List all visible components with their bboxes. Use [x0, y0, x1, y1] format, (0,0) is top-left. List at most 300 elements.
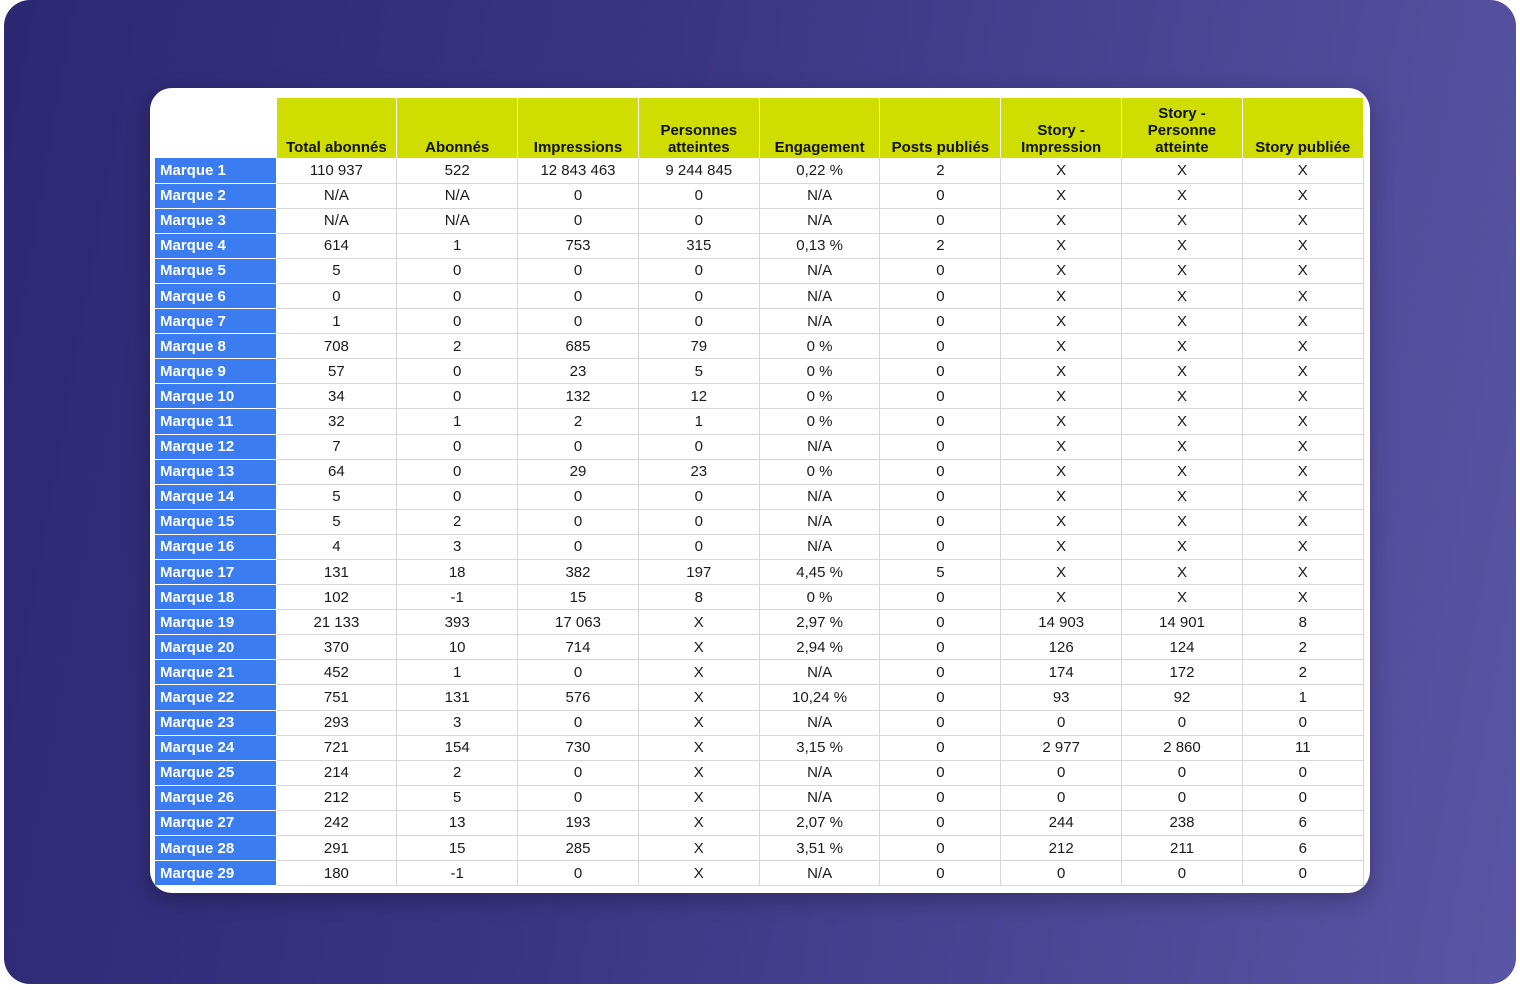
table-cell: N/A [759, 509, 880, 534]
table-row [155, 484, 1363, 509]
table-cell: 172 [1122, 660, 1243, 685]
table-card [150, 88, 1370, 893]
table-cell: 0 % [759, 459, 880, 484]
table-cell: 0 [880, 735, 1001, 760]
row-label: Marque 27 [155, 810, 276, 835]
table-cell: 0 [880, 836, 1001, 861]
table-cell: 6 [1242, 836, 1363, 861]
table-row [155, 735, 1363, 760]
table-cell: 0 [518, 660, 639, 685]
table-cell: 0 [518, 208, 639, 233]
header-corner [155, 98, 276, 158]
table-row [155, 610, 1363, 635]
table-cell: N/A [276, 208, 397, 233]
table-cell: X [1001, 384, 1122, 409]
table-cell: 0 [638, 309, 759, 334]
table-cell: 126 [1001, 635, 1122, 660]
table-cell: 0 [880, 610, 1001, 635]
table-cell: 10 [397, 635, 518, 660]
table-cell: X [1242, 183, 1363, 208]
table-cell: 0 [880, 334, 1001, 359]
table-cell: 0 [1001, 710, 1122, 735]
table-row [155, 183, 1363, 208]
table-cell: X [1122, 158, 1243, 183]
table-cell: 0 [638, 208, 759, 233]
table-cell: 0 [638, 534, 759, 559]
table-cell: X [1122, 509, 1243, 534]
row-label: Marque 2 [155, 183, 276, 208]
table-cell: 0 [880, 810, 1001, 835]
table-cell: 32 [276, 409, 397, 434]
table-cell: X [1001, 484, 1122, 509]
row-label: Marque 28 [155, 836, 276, 861]
table-cell: 0 [880, 685, 1001, 710]
row-label: Marque 17 [155, 560, 276, 585]
table-cell: X [1001, 585, 1122, 610]
table-cell: 154 [397, 735, 518, 760]
header-impressions: Impressions [518, 98, 639, 158]
table-cell: N/A [759, 861, 880, 886]
table-cell: 242 [276, 810, 397, 835]
table-cell: X [1122, 484, 1243, 509]
table-cell: 29 [518, 459, 639, 484]
table-cell: 0 [397, 384, 518, 409]
table-cell: 0 [880, 484, 1001, 509]
table-cell: X [1242, 409, 1363, 434]
table-cell: 315 [638, 233, 759, 258]
table-row [155, 810, 1363, 835]
row-label: Marque 23 [155, 710, 276, 735]
header-story-personne-atteinte: Story - Personne atteinte [1122, 98, 1243, 158]
table-cell: 0 [397, 283, 518, 308]
table-cell: 21 133 [276, 610, 397, 635]
table-row [155, 660, 1363, 685]
table-cell: 0 [518, 309, 639, 334]
table-cell: 4,45 % [759, 560, 880, 585]
table-cell: 212 [276, 785, 397, 810]
header-personnes-atteintes: Personnes atteintes [638, 98, 759, 158]
table-cell: 0 [638, 183, 759, 208]
table-cell: 34 [276, 384, 397, 409]
table-cell: X [1122, 258, 1243, 283]
table-cell: 3 [397, 534, 518, 559]
table-row [155, 359, 1363, 384]
row-label: Marque 29 [155, 861, 276, 886]
table-cell: N/A [759, 183, 880, 208]
row-label: Marque 11 [155, 409, 276, 434]
table-cell: X [1122, 409, 1243, 434]
table-cell: 0 [518, 785, 639, 810]
table-row [155, 785, 1363, 810]
table-cell: X [638, 610, 759, 635]
row-label: Marque 25 [155, 760, 276, 785]
table-cell: N/A [397, 208, 518, 233]
row-label: Marque 9 [155, 359, 276, 384]
table-cell: 0 [880, 660, 1001, 685]
table-cell: X [1001, 534, 1122, 559]
table-cell: 197 [638, 560, 759, 585]
table-row [155, 509, 1363, 534]
table-cell: 5 [880, 560, 1001, 585]
table-cell: 3 [397, 710, 518, 735]
table-cell: 3,51 % [759, 836, 880, 861]
table-cell: 0 [1242, 861, 1363, 886]
data-table [155, 98, 1364, 886]
row-label: Marque 12 [155, 434, 276, 459]
table-cell: X [1122, 183, 1243, 208]
table-cell: 14 903 [1001, 610, 1122, 635]
table-cell: 0 [1001, 760, 1122, 785]
table-cell: X [1001, 459, 1122, 484]
table-cell: 0 [518, 861, 639, 886]
table-row [155, 334, 1363, 359]
table-cell: 93 [1001, 685, 1122, 710]
table-row [155, 685, 1363, 710]
table-cell: 0 [1242, 710, 1363, 735]
table-cell: 2 [397, 760, 518, 785]
table-cell: 0 [880, 309, 1001, 334]
table-cell: 0 [880, 785, 1001, 810]
table-cell: 7 [276, 434, 397, 459]
header-abonnes: Abonnés [397, 98, 518, 158]
table-cell: X [638, 760, 759, 785]
table-cell: 0 [638, 509, 759, 534]
table-row [155, 861, 1363, 886]
table-cell: 0 % [759, 409, 880, 434]
table-cell: 0 [638, 258, 759, 283]
row-label: Marque 21 [155, 660, 276, 685]
row-label: Marque 10 [155, 384, 276, 409]
table-cell: 0 [518, 710, 639, 735]
table-cell: 0 [880, 183, 1001, 208]
table-cell: X [638, 861, 759, 886]
table-cell: 0 [880, 434, 1001, 459]
table-cell: X [1001, 283, 1122, 308]
table-cell: X [1122, 359, 1243, 384]
table-cell: 293 [276, 710, 397, 735]
table-cell: 0 [880, 585, 1001, 610]
table-cell: 2 860 [1122, 735, 1243, 760]
table-cell: 0 [518, 509, 639, 534]
table-cell: X [1242, 334, 1363, 359]
table-cell: 1 [397, 233, 518, 258]
table-cell: 576 [518, 685, 639, 710]
header-story-publiee: Story publiée [1242, 98, 1363, 158]
table-cell: X [1001, 434, 1122, 459]
row-label: Marque 7 [155, 309, 276, 334]
table-cell: 132 [518, 384, 639, 409]
table-cell: 0 [880, 459, 1001, 484]
table-cell: 2 [397, 509, 518, 534]
table-cell: 0 [880, 861, 1001, 886]
table-cell: 614 [276, 233, 397, 258]
table-cell: 1 [1242, 685, 1363, 710]
table-cell: -1 [397, 585, 518, 610]
table-cell: 1 [276, 309, 397, 334]
table-cell: X [1122, 334, 1243, 359]
table-cell: 102 [276, 585, 397, 610]
table-cell: 452 [276, 660, 397, 685]
table-cell: 0 [880, 635, 1001, 660]
table-row [155, 158, 1363, 183]
table-cell: 0 [880, 509, 1001, 534]
row-label: Marque 1 [155, 158, 276, 183]
table-cell: X [638, 685, 759, 710]
table-cell: 0 % [759, 359, 880, 384]
table-cell: X [1001, 158, 1122, 183]
table-cell: 214 [276, 760, 397, 785]
table-cell: 15 [397, 836, 518, 861]
table-cell: 0 [518, 258, 639, 283]
row-label: Marque 20 [155, 635, 276, 660]
table-cell: 382 [518, 560, 639, 585]
table-cell: 2 [1242, 660, 1363, 685]
table-cell: X [1122, 585, 1243, 610]
table-cell: X [1242, 158, 1363, 183]
table-cell: 0 % [759, 384, 880, 409]
table-cell: 1 [397, 660, 518, 685]
table-cell: 0 [518, 760, 639, 785]
table-cell: X [1122, 560, 1243, 585]
table-cell: 0 [880, 760, 1001, 785]
table-cell: X [638, 735, 759, 760]
table-cell: 751 [276, 685, 397, 710]
table-cell: X [638, 710, 759, 735]
table-row [155, 585, 1363, 610]
table-row [155, 309, 1363, 334]
table-cell: N/A [759, 208, 880, 233]
table-cell: 0 [397, 459, 518, 484]
table-cell: 15 [518, 585, 639, 610]
table-cell: 2 [518, 409, 639, 434]
table-cell: X [1242, 359, 1363, 384]
table-cell: X [1122, 384, 1243, 409]
table-cell: 0 [1122, 760, 1243, 785]
table-cell: 0 [397, 258, 518, 283]
table-cell: 2,07 % [759, 810, 880, 835]
row-label: Marque 18 [155, 585, 276, 610]
table-row [155, 635, 1363, 660]
table-cell: X [1242, 384, 1363, 409]
table-cell: N/A [759, 534, 880, 559]
table-cell: N/A [397, 183, 518, 208]
table-cell: 5 [397, 785, 518, 810]
row-label: Marque 22 [155, 685, 276, 710]
table-cell: 0 [518, 534, 639, 559]
table-cell: N/A [759, 660, 880, 685]
table-cell: 0 [1122, 861, 1243, 886]
table-cell: 0 [276, 283, 397, 308]
table-cell: 18 [397, 560, 518, 585]
row-label: Marque 16 [155, 534, 276, 559]
table-cell: 12 [638, 384, 759, 409]
row-label: Marque 13 [155, 459, 276, 484]
row-label: Marque 19 [155, 610, 276, 635]
table-cell: 0 [518, 434, 639, 459]
table-cell: 730 [518, 735, 639, 760]
table-cell: X [1242, 208, 1363, 233]
table-cell: N/A [276, 183, 397, 208]
table-cell: 12 843 463 [518, 158, 639, 183]
table-cell: -1 [397, 861, 518, 886]
table-cell: 0 [397, 359, 518, 384]
table-cell: 0 [880, 409, 1001, 434]
table-cell: X [1001, 359, 1122, 384]
table-cell: X [1242, 534, 1363, 559]
table-cell: 174 [1001, 660, 1122, 685]
table-cell: 110 937 [276, 158, 397, 183]
table-cell: 0 [518, 484, 639, 509]
table-row [155, 836, 1363, 861]
table-cell: N/A [759, 710, 880, 735]
table-row [155, 434, 1363, 459]
table-cell: 10,24 % [759, 685, 880, 710]
table-cell: 0 [880, 359, 1001, 384]
table-cell: 0 [638, 484, 759, 509]
table-cell: X [1242, 459, 1363, 484]
table-row [155, 760, 1363, 785]
table-cell: X [1122, 434, 1243, 459]
table-cell: 721 [276, 735, 397, 760]
header-posts-publies: Posts publiés [880, 98, 1001, 158]
table-cell: 64 [276, 459, 397, 484]
table-cell: X [1001, 334, 1122, 359]
table-cell: 0 [1242, 785, 1363, 810]
table-cell: 2 [880, 233, 1001, 258]
table-cell: X [1122, 534, 1243, 559]
table-cell: 0 [397, 484, 518, 509]
table-cell: X [1122, 233, 1243, 258]
header-total-abonnes: Total abonnés [276, 98, 397, 158]
table-cell: 180 [276, 861, 397, 886]
table-row [155, 233, 1363, 258]
table-cell: 708 [276, 334, 397, 359]
table-cell: 370 [276, 635, 397, 660]
table-cell: N/A [759, 760, 880, 785]
row-label: Marque 8 [155, 334, 276, 359]
header-engagement: Engagement [759, 98, 880, 158]
table-row [155, 710, 1363, 735]
table-cell: 238 [1122, 810, 1243, 835]
table-cell: 5 [638, 359, 759, 384]
table-cell: 0 [638, 434, 759, 459]
table-cell: 124 [1122, 635, 1243, 660]
table-cell: 0,22 % [759, 158, 880, 183]
table-cell: X [638, 635, 759, 660]
row-label: Marque 6 [155, 283, 276, 308]
table-cell: X [1122, 208, 1243, 233]
table-cell: N/A [759, 309, 880, 334]
table-cell: 0 [1122, 710, 1243, 735]
table-cell: 9 244 845 [638, 158, 759, 183]
table-cell: N/A [759, 785, 880, 810]
table-cell: 5 [276, 258, 397, 283]
table-cell: X [1001, 208, 1122, 233]
table-cell: X [1242, 484, 1363, 509]
table-cell: 131 [397, 685, 518, 710]
table-cell: X [638, 810, 759, 835]
table-cell: X [1001, 309, 1122, 334]
table-cell: X [1001, 409, 1122, 434]
table-cell: 92 [1122, 685, 1243, 710]
table-cell: X [1242, 258, 1363, 283]
table-header [155, 98, 1363, 158]
table-cell: 2,97 % [759, 610, 880, 635]
table-cell: N/A [759, 258, 880, 283]
table-cell: N/A [759, 434, 880, 459]
table-cell: 0 [638, 283, 759, 308]
table-cell: X [1122, 459, 1243, 484]
table-cell: 0,13 % [759, 233, 880, 258]
table-row [155, 283, 1363, 308]
table-cell: 1 [397, 409, 518, 434]
table-cell: X [1242, 509, 1363, 534]
table-cell: N/A [759, 283, 880, 308]
table-cell: X [1242, 283, 1363, 308]
table-row [155, 459, 1363, 484]
table-cell: X [1122, 309, 1243, 334]
table-cell: 0 % [759, 585, 880, 610]
table-cell: 6 [1242, 810, 1363, 835]
table-cell: X [1122, 283, 1243, 308]
table-cell: X [638, 836, 759, 861]
table-cell: 131 [276, 560, 397, 585]
table-cell: 212 [1001, 836, 1122, 861]
row-label: Marque 15 [155, 509, 276, 534]
table-cell: 211 [1122, 836, 1243, 861]
table-cell: X [1242, 585, 1363, 610]
row-label: Marque 26 [155, 785, 276, 810]
table-cell: X [1001, 233, 1122, 258]
table-cell: 244 [1001, 810, 1122, 835]
table-cell: 0 [880, 710, 1001, 735]
table-cell: 522 [397, 158, 518, 183]
table-cell: 753 [518, 233, 639, 258]
table-cell: 0 [1001, 861, 1122, 886]
table-cell: 11 [1242, 735, 1363, 760]
table-cell: 2 [397, 334, 518, 359]
table-cell: 8 [1242, 610, 1363, 635]
table-row [155, 409, 1363, 434]
table-cell: 393 [397, 610, 518, 635]
table-cell: 0 [1001, 785, 1122, 810]
row-label: Marque 24 [155, 735, 276, 760]
table-cell: X [638, 660, 759, 685]
table-cell: N/A [759, 484, 880, 509]
table-cell: X [1001, 560, 1122, 585]
table-cell: 0 [397, 309, 518, 334]
table-cell: 8 [638, 585, 759, 610]
table-cell: X [1001, 183, 1122, 208]
table-cell: 0 [1242, 760, 1363, 785]
table-cell: 57 [276, 359, 397, 384]
table-cell: 2 [1242, 635, 1363, 660]
table-cell: X [638, 785, 759, 810]
table-cell: 2,94 % [759, 635, 880, 660]
row-label: Marque 5 [155, 258, 276, 283]
table-cell: 685 [518, 334, 639, 359]
table-cell: X [1242, 434, 1363, 459]
row-label: Marque 4 [155, 233, 276, 258]
table-cell: 14 901 [1122, 610, 1243, 635]
table-cell: 2 977 [1001, 735, 1122, 760]
table-cell: 291 [276, 836, 397, 861]
table-cell: X [1242, 560, 1363, 585]
table-cell: 0 [397, 434, 518, 459]
table-cell: 285 [518, 836, 639, 861]
table-cell: 23 [518, 359, 639, 384]
table-cell: X [1001, 258, 1122, 283]
